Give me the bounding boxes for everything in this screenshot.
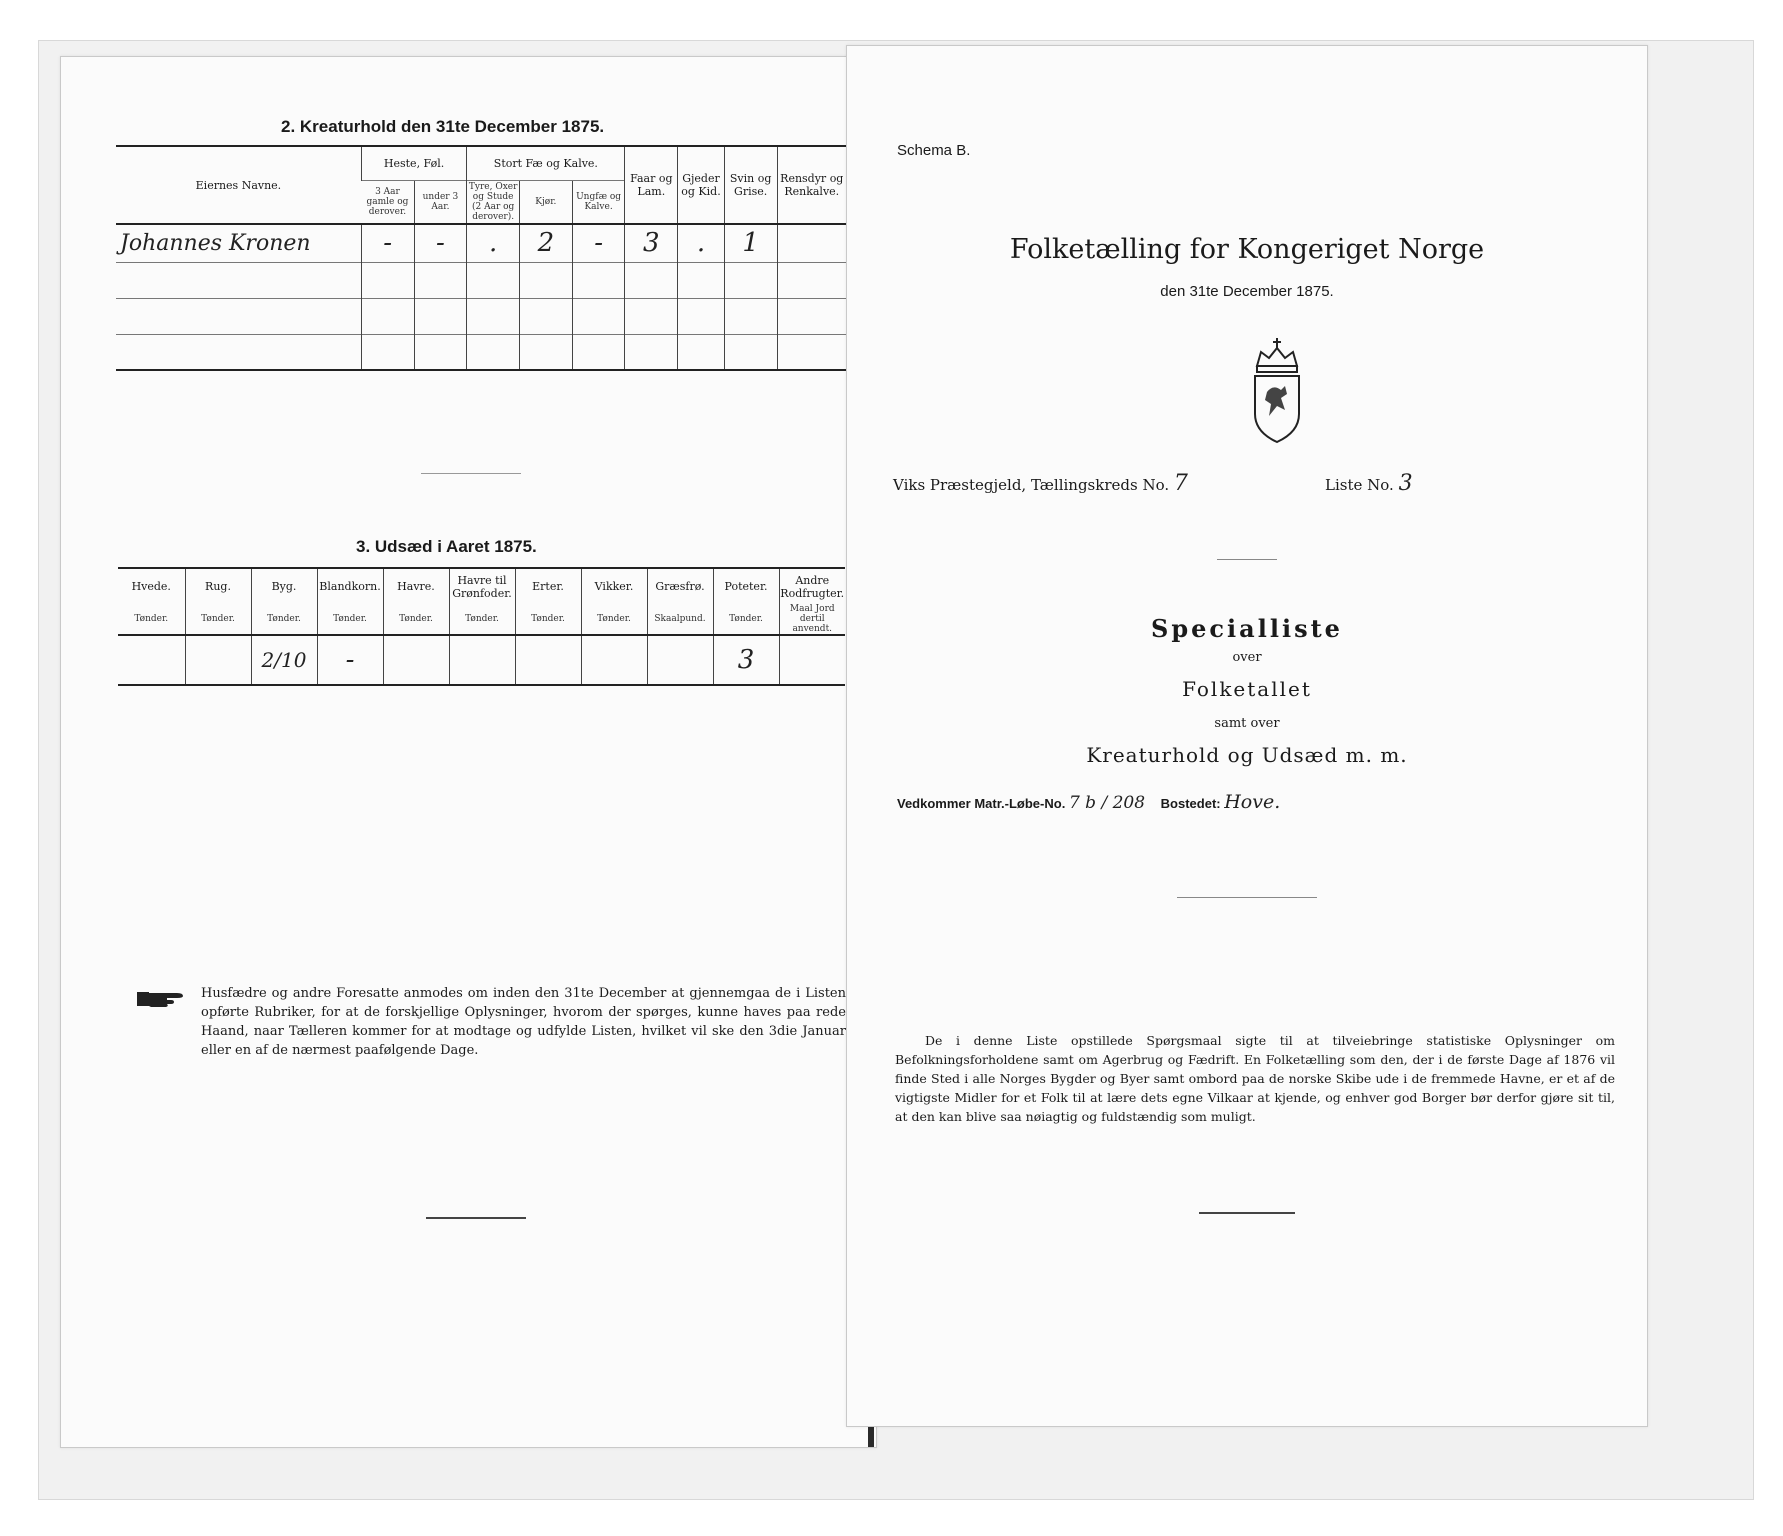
cattle-sub3: Ungfæ og Kalve.	[572, 180, 625, 224]
sow-c-8	[647, 635, 713, 685]
sow-u-8: Skaalpund.	[647, 604, 713, 635]
cattle-sub1: Tyre, Oxer og Stude (2 Aar og derover).	[467, 180, 520, 224]
pigs-header: Svin og Grise.	[724, 146, 777, 224]
sow-h-0: Hvede.	[131, 580, 171, 593]
schema-label: Schema B.	[897, 142, 971, 159]
sow-u-10: Maal Jord dertil anvendt.	[779, 604, 845, 635]
sow-h-10: Andre Rodfrugter.	[779, 568, 845, 604]
sow-h-7: Vikker.	[581, 568, 647, 604]
sow-c-7	[581, 635, 647, 685]
reindeer-header: Rensdyr og Renkalve.	[777, 146, 846, 224]
divider	[1217, 559, 1277, 560]
sow-u-3: Tønder.	[317, 604, 383, 635]
table-row	[118, 635, 845, 685]
right-notice: De i denne Liste opstillede Spørgsmaal sigte til at tilveiebringe statistiske Oplysninger om Befolkningsforholdene samt om Agerbrug og Fædrift. En Folketælling som den, der i de første Dage af 1876 vil finde Sted i alle Norges Bygder og Byer samt ombord paa de norske Skibe ude i de fremmede Havne, er et af de vigtigste Midler for et Folk til at lære dets egne Vilkaar at kjende, og enhver god Borger bør derfor gjøre sit til, at den kan blive saa nøiagtig og fuldstændig som muligt.	[895, 1033, 1615, 1124]
pointing-hand-icon	[137, 987, 187, 1011]
table-row	[116, 298, 846, 334]
cell-h2: -	[414, 224, 467, 262]
livestock-table	[116, 145, 846, 371]
sow-h-1: Rug.	[185, 568, 251, 604]
horses-sub1: 3 Aar gamle og derover.	[361, 180, 414, 224]
sow-c-0	[118, 635, 185, 685]
sheep-header: Faar og Lam.	[625, 146, 678, 224]
divider	[421, 473, 521, 474]
sow-h-9: Poteter.	[713, 568, 779, 604]
table-row	[116, 334, 846, 370]
divider	[1199, 1212, 1295, 1214]
matr-value: 7 b / 208	[1068, 793, 1146, 813]
cell-sheep: 3	[625, 224, 678, 262]
sow-u-2: Tønder.	[251, 604, 317, 635]
left-notice: Husfædre og andre Foresatte anmodes om inden den 31te December at gjennemgaa de i Listen opførte Rubriker, for at de forskjellige Oplysninger, hvorom der spørges, kunne haves paa rede Haand, naar Tælleren kommer for at modtage og udfylde Listen, hvilket vil ske den 3die Januar eller en af de nærmest paafølgende Dage.	[201, 986, 846, 1058]
matr-label: Vedkommer Matr.-Løbe-No.	[897, 796, 1066, 811]
sow-h-5: Havre til Grønfoder.	[449, 568, 515, 604]
samt-over-text: samt over	[1214, 716, 1280, 731]
sow-h-8: Græsfrø.	[647, 568, 713, 604]
kreatur-heading: Kreaturhold og Udsæd m. m.	[1086, 743, 1408, 767]
table-row	[116, 262, 846, 298]
right-page	[846, 45, 1648, 1427]
bosted-value: Hove.	[1224, 791, 1281, 813]
folketallet-heading: Folketallet	[1182, 677, 1312, 701]
sowing-title: 3. Udsæd i Aaret 1875.	[356, 537, 537, 556]
parish-label: Viks Præstegjeld, Tællingskreds No.	[893, 476, 1170, 494]
coat-of-arms-icon	[1247, 336, 1307, 446]
main-title: Folketælling for Kongeriget Norge	[1009, 234, 1485, 265]
parish-value: 7	[1173, 471, 1188, 496]
cattle-header: Stort Fæ og Kalve.	[467, 146, 625, 180]
census-date: den 31te December 1875.	[1160, 283, 1334, 300]
matr-line	[897, 791, 1280, 813]
sow-c-9: 3	[713, 635, 779, 685]
divider	[1177, 897, 1317, 898]
parish-line	[893, 471, 1188, 496]
over-text: over	[1232, 650, 1262, 665]
sow-u-5: Tønder.	[449, 604, 515, 635]
sow-c-10	[779, 635, 845, 685]
cell-goats: .	[678, 224, 725, 262]
sow-u-0: Tønder.	[134, 614, 169, 624]
list-line	[1325, 471, 1413, 496]
left-page	[60, 56, 877, 1448]
goats-header: Gjeder og Kid.	[678, 146, 725, 224]
cell-h1: -	[361, 224, 414, 262]
sow-c-5	[449, 635, 515, 685]
sow-c-4	[383, 635, 449, 685]
horses-header: Heste, Føl.	[361, 146, 466, 180]
list-label: Liste No.	[1325, 476, 1394, 494]
sow-h-2: Byg.	[251, 568, 317, 604]
sow-c-1	[185, 635, 251, 685]
table-row	[116, 224, 846, 262]
sow-h-6: Erter.	[515, 568, 581, 604]
divider	[426, 1217, 526, 1219]
sow-u-1: Tønder.	[185, 604, 251, 635]
list-value: 3	[1398, 471, 1413, 496]
specialliste-heading: Specialliste	[1151, 614, 1343, 643]
sow-u-4: Tønder.	[383, 604, 449, 635]
cattle-sub2: Kjør.	[520, 180, 573, 224]
cell-pigs: 1	[724, 224, 777, 262]
livestock-title: 2. Kreaturhold den 31te December 1875.	[281, 117, 605, 136]
cell-c3: -	[572, 224, 625, 262]
bosted-label: Bostedet:	[1160, 796, 1221, 811]
owner-name: Johannes Kronen	[120, 230, 311, 256]
sow-u-9: Tønder.	[713, 604, 779, 635]
cell-reindeer	[777, 224, 846, 262]
sow-u-6: Tønder.	[515, 604, 581, 635]
sow-h-4: Havre.	[383, 568, 449, 604]
sow-c-6	[515, 635, 581, 685]
sow-c-3: -	[317, 635, 383, 685]
sowing-table	[118, 567, 845, 686]
sow-c-2: 2/10	[251, 635, 317, 685]
horses-sub2: under 3 Aar.	[414, 180, 467, 224]
sow-u-7: Tønder.	[581, 604, 647, 635]
cell-c2: 2	[520, 224, 573, 262]
cell-c1: .	[467, 224, 520, 262]
owner-header: Eiernes Navne.	[195, 178, 282, 192]
sow-h-3: Blandkorn.	[317, 568, 383, 604]
